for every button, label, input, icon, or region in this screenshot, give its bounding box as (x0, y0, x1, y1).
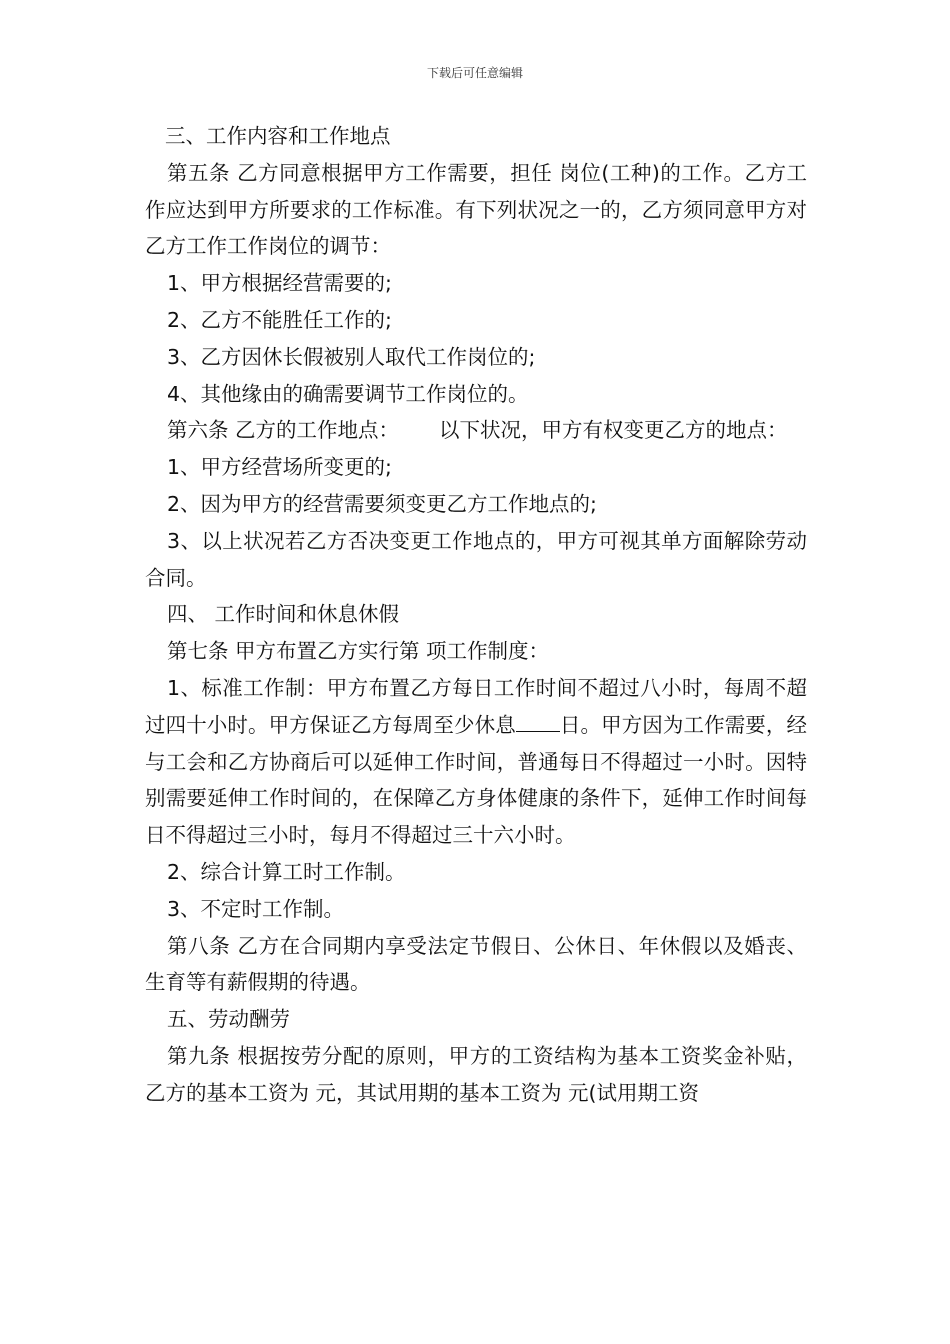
article-8: 第八条 乙方在合同期内享受法定节假日、公休日、年休假以及婚丧、生育等有薪假期的待遇。 (145, 933, 807, 995)
article-5-item-1: 1、甲方根据经营需要的; (167, 271, 392, 296)
article-6-lead: 第六条 乙方的工作地点： (167, 418, 400, 443)
section-title-5: 五、劳动酬劳 (167, 1007, 290, 1032)
article-9: 第九条 根据按劳分配的原则，甲方的工资结构为基本工资奖金补贴，乙方的基本工资为 元，其试用期的基本工资为 元(试用期工资 (145, 1043, 807, 1105)
article-7-item-3: 3、不定时工作制。 (167, 896, 345, 921)
article-6-item-1: 1、甲方经营场所变更的; (167, 455, 392, 480)
article-7-item-1 (145, 670, 807, 854)
article-5-item-4: 4、其他缘由的确需要调节工作岗位的。 (167, 381, 529, 406)
section-title-4: 四、 工作时间和休息休假 (167, 602, 400, 627)
article-7-item-1-lead: 1、标准工作制：甲方布置乙方每日工作时间不超过八小时，每周不超过四十小时。甲方保证乙方每周至少休息 (145, 675, 807, 737)
article-5-item-2: 2、乙方不能胜任工作的; (167, 307, 392, 332)
fill-blank-line (516, 731, 560, 732)
article-7-item-1-rest: 日。甲方因为工作需要，经与工会和乙方协商后可以延伸工作时间，普通每日不得超过一小时。因特别需要延伸工作时间的，在保障乙方身体健康的条件下，延伸工作时间每日不得超过三小时，每月不得超过三十六小时。 (145, 712, 808, 848)
article-5-item-3: 3、乙方因休长假被别人取代工作岗位的; (167, 344, 536, 369)
article-6 (145, 412, 807, 449)
article-7: 第七条 甲方布置乙方实行第 项工作制度： (167, 639, 550, 664)
document-body (145, 118, 807, 1112)
article-7-item-2: 2、综合计算工时工作制。 (167, 859, 406, 884)
page-header: 下载后可任意编辑 (426, 66, 523, 80)
article-6-item-3: 3、以上状况若乙方否决变更工作地点的，甲方可视其单方面解除劳动合同。 (145, 528, 807, 590)
article-6-rest: 以下状况，甲方有权变更乙方的地点： (439, 418, 788, 443)
article-5: 第五条 乙方同意根据甲方工作需要，担任 岗位(工种)的工作。乙方工作应达到甲方所要求的工作标准。有下列状况之一的，乙方须同意甲方对乙方工作工作岗位的调节： (145, 160, 807, 259)
section-title-3: 三、工作内容和工作地点 (165, 124, 391, 148)
article-6-item-2: 2、因为甲方的经营需要须变更乙方工作地点的; (167, 491, 597, 516)
